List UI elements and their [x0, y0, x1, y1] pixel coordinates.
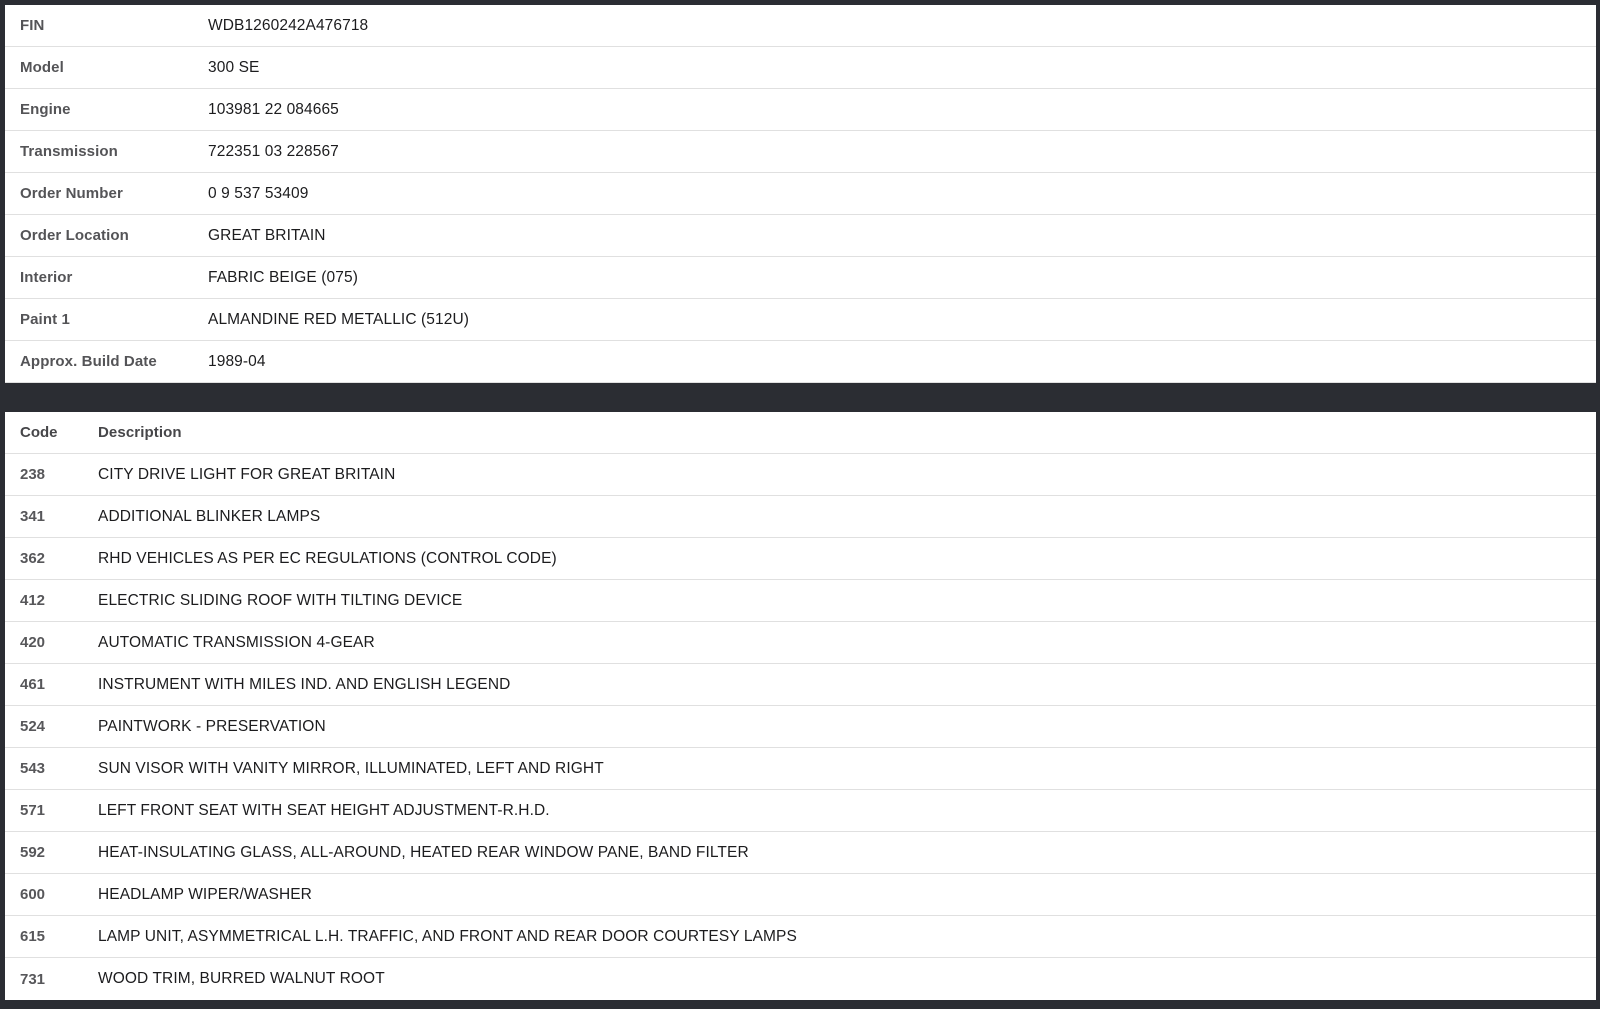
- option-description: LEFT FRONT SEAT WITH SEAT HEIGHT ADJUSTMENT-R.H.D.: [98, 801, 550, 819]
- info-label: Model: [20, 59, 64, 76]
- option-description: AUTOMATIC TRANSMISSION 4-GEAR: [98, 633, 375, 651]
- info-label: Approx. Build Date: [20, 353, 157, 370]
- info-value: 0 9 537 53409: [208, 184, 309, 202]
- option-code: 341: [20, 508, 46, 525]
- option-code: 543: [20, 760, 46, 777]
- info-row: [5, 173, 1596, 215]
- options-table: [5, 412, 1596, 1000]
- option-row: [5, 664, 1596, 706]
- info-value: GREAT BRITAIN: [208, 226, 326, 244]
- option-row: [5, 748, 1596, 790]
- info-label: Order Number: [20, 185, 123, 202]
- info-row: [5, 89, 1596, 131]
- code-column-header: Code: [20, 424, 58, 441]
- option-code: 412: [20, 592, 46, 609]
- info-row: [5, 215, 1596, 257]
- option-description: INSTRUMENT WITH MILES IND. AND ENGLISH LEGEND: [98, 675, 511, 693]
- option-row: [5, 622, 1596, 664]
- info-value: WDB1260242A476718: [208, 16, 369, 34]
- info-row: [5, 341, 1596, 383]
- option-description: WOOD TRIM, BURRED WALNUT ROOT: [98, 970, 385, 987]
- info-label: Engine: [20, 101, 71, 118]
- option-description: ELECTRIC SLIDING ROOF WITH TILTING DEVICE: [98, 591, 463, 609]
- option-row: [5, 916, 1596, 958]
- info-value: 103981 22 084665: [208, 100, 339, 118]
- option-row: [5, 496, 1596, 538]
- option-row: [5, 790, 1596, 832]
- options-rows: [5, 454, 1596, 1000]
- option-row: [5, 538, 1596, 580]
- option-description: LAMP UNIT, ASYMMETRICAL L.H. TRAFFIC, AND FRONT AND REAR DOOR COURTESY LAMPS: [98, 927, 797, 945]
- option-description: ADDITIONAL BLINKER LAMPS: [98, 507, 321, 525]
- info-value: 300 SE: [208, 58, 260, 76]
- option-description: PAINTWORK - PRESERVATION: [98, 717, 326, 735]
- info-label: Order Location: [20, 227, 129, 244]
- option-code: 731: [20, 970, 46, 988]
- option-code: 238: [20, 466, 46, 483]
- info-value: FABRIC BEIGE (075): [208, 268, 358, 286]
- option-code: 461: [20, 676, 46, 693]
- option-code: 420: [20, 634, 46, 651]
- option-description: HEADLAMP WIPER/WASHER: [98, 885, 312, 903]
- option-row: [5, 832, 1596, 874]
- vehicle-info-table: [5, 5, 1596, 383]
- option-description: SUN VISOR WITH VANITY MIRROR, ILLUMINATED, LEFT AND RIGHT: [98, 759, 604, 777]
- info-row: [5, 257, 1596, 299]
- option-row: [5, 706, 1596, 748]
- option-row: [5, 958, 1596, 1000]
- info-value: ALMANDINE RED METALLIC (512U): [208, 310, 470, 328]
- info-label: Paint 1: [20, 311, 70, 328]
- option-description: HEAT-INSULATING GLASS, ALL-AROUND, HEATED REAR WINDOW PANE, BAND FILTER: [98, 843, 749, 861]
- info-value: 722351 03 228567: [208, 142, 339, 160]
- info-label: FIN: [20, 17, 45, 34]
- description-column-header: Description: [98, 424, 182, 441]
- info-row: [5, 47, 1596, 89]
- info-row: [5, 299, 1596, 341]
- options-header-row: [5, 412, 1596, 454]
- divider-bar: [5, 383, 1596, 412]
- option-description: CITY DRIVE LIGHT FOR GREAT BRITAIN: [98, 465, 396, 483]
- option-row: [5, 580, 1596, 622]
- option-code: 592: [20, 844, 46, 861]
- option-code: 615: [20, 928, 46, 945]
- option-description: RHD VEHICLES AS PER EC REGULATIONS (CONTROL CODE): [98, 549, 557, 567]
- info-row: [5, 131, 1596, 173]
- option-row: [5, 874, 1596, 916]
- option-code: 524: [20, 718, 46, 735]
- info-label: Interior: [20, 269, 73, 286]
- option-code: 571: [20, 802, 46, 819]
- info-value: 1989-04: [208, 352, 266, 370]
- info-label: Transmission: [20, 143, 118, 160]
- option-row: [5, 454, 1596, 496]
- option-code: 362: [20, 550, 46, 567]
- option-code: 600: [20, 886, 46, 903]
- info-row: [5, 5, 1596, 47]
